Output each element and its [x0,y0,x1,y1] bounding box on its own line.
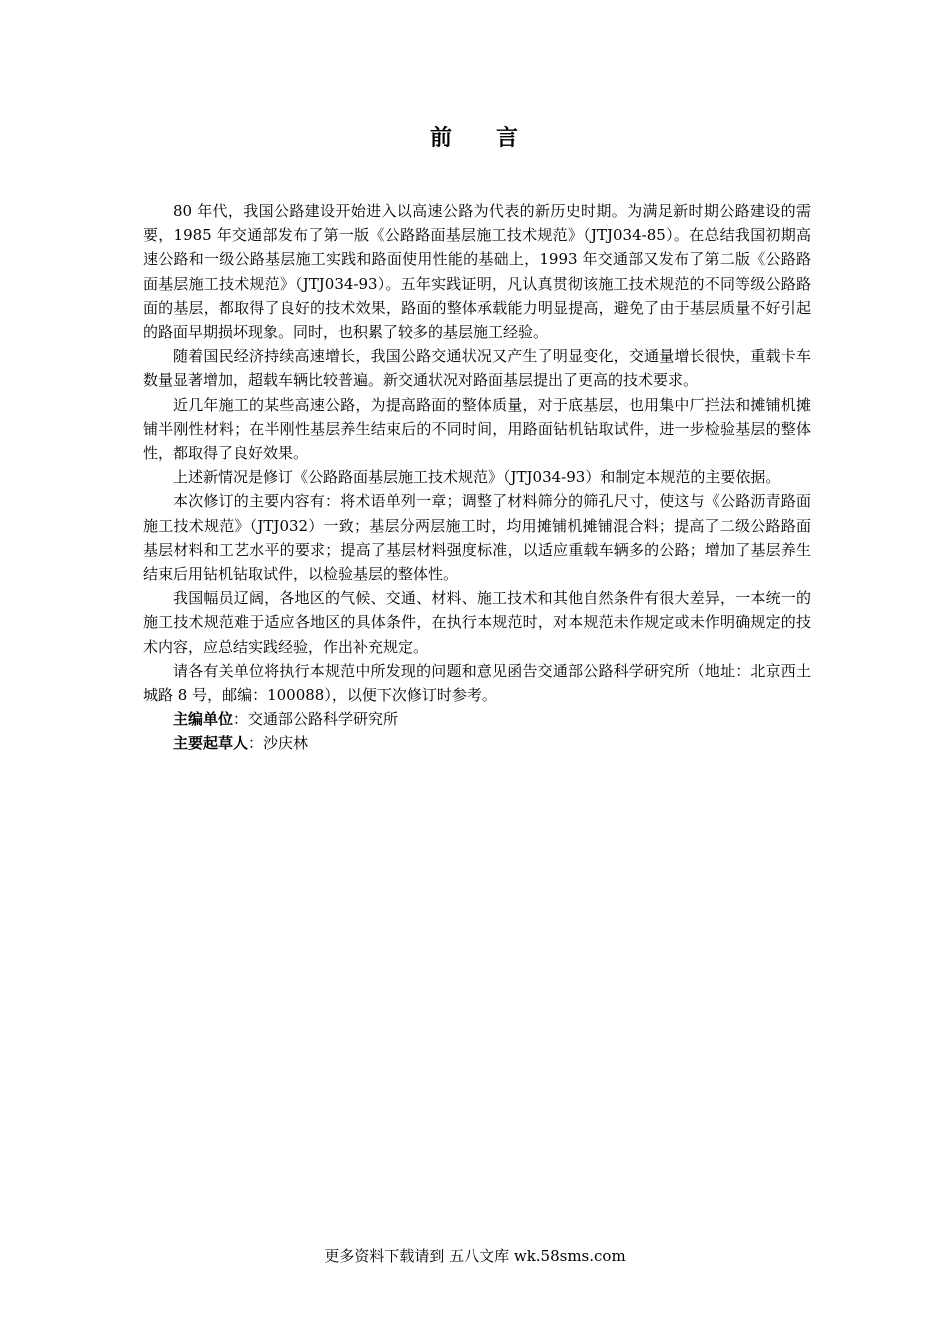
drafter-value: 沙庆林 [263,734,309,753]
drafter-label: 主要起草人 [173,734,249,753]
paragraph-4: 上述新情况是修订《公路路面基层施工技术规范》（JTJ034-93）和制定本规范的主要依据。 [173,468,781,487]
drafter-line [143,731,811,755]
paragraph-6: 我国幅员辽阔，各地区的气候、交通、材料、施工技术和其他自然条件有很大差异，一本统一的施工技术规范难于适应各地区的具体条件，在执行本规范时，对本规范未作规定或未作明确规定的技术内容，应总结实践经验，作出补充规定。 [143,589,811,656]
paragraph-3: 近几年施工的某些高速公路，为提高路面的整体质量，对于底基层，也用集中厂拦法和摊铺机摊铺半刚性材料；在半刚性基层养生结束后的不同时间，用路面钻机钻取试件，进一步检验基层的整体性，都取得了良好效果。 [143,395,811,463]
paragraph-1: 80 年代，我国公路建设开始进入以高速公路为代表的新历史时期。为满足新时期公路建设的需要，1985 年交通部发布了第一版《公路路面基层施工技术规范》（JTJ034-85）。在总结我国初期高速公路和一级公路基层施工实践和路面使用性能的基础上，1993 年交通部又发布了第二版《公路路面基层施工技术规范》（JTJ034-93）。五年实践证明，凡认真贯彻该施工技术规范的不同等级公路路面的基层，都取得了良好的技术效果，路面的整体承载能力明显提高，避免了由于基层质量不好引起的路面早期损坏现象。同时，也积累了较多的基层施工经验。 [143,202,811,342]
paragraph-5: 本次修订的主要内容有：将术语单列一章；调整了材料筛分的筛孔尺寸，使这与《公路沥青路面施工技术规范》（JTJ032）一致；基层分两层施工时，均用摊铺机摊铺混合料；提高了二级公路路面基层材料和工艺水平的要求；提高了基层材料强度标准，以适应重载车辆多的公路；增加了基层养生结束后用钻机钻取试件，以检验基层的整体性。 [143,492,811,584]
editor-unit-separator: ： [233,710,249,729]
paragraph-2: 随着国民经济持续高速增长，我国公路交通状况又产生了明显变化，交通量增长很快，重载卡车数量显著增加，超载车辆比较普遍。新交通状况对路面基层提出了更高的技术要求。 [143,347,811,390]
preface-body [143,199,811,756]
paragraph-7: 请各有关单位将执行本规范中所发现的问题和意见函告交通部公路科学研究所（地址：北京西土城路 8 号，邮编：100088），以便下次修订时参考。 [143,661,811,705]
editor-unit-label: 主编单位 [173,710,234,729]
drafter-separator: ： [248,734,264,753]
page-title [0,120,950,156]
editor-unit-value: 交通部公路科学研究所 [248,710,399,729]
title-char-2: 言 [496,125,521,151]
title-char-1: 前 [429,125,454,151]
footer-watermark-text: 更多资料下载请到 五八文库 wk.58sms.com [324,1247,626,1265]
editor-unit-line [143,707,811,731]
